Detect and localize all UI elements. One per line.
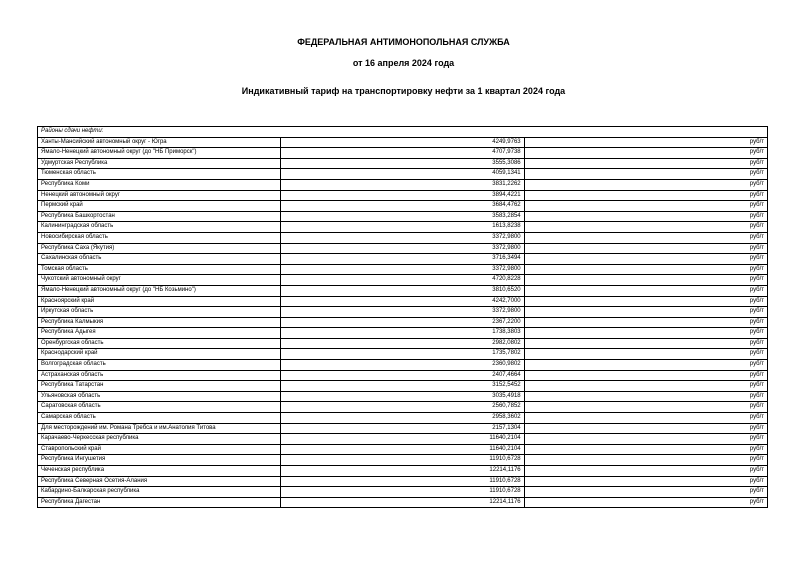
tariff-value: 11910,6728	[281, 476, 524, 487]
tariff-table	[37, 126, 768, 508]
table-row	[38, 328, 768, 339]
region-cell: Республика Дагестан	[38, 497, 281, 508]
region-cell: Краснодарский край	[38, 349, 281, 360]
region-cell: Самарская область	[38, 413, 281, 424]
table-row	[38, 487, 768, 498]
table-row	[38, 349, 768, 360]
unit-cell: руб/т	[524, 423, 767, 434]
region-cell: Республика Коми	[38, 179, 281, 190]
unit-cell: руб/т	[524, 349, 767, 360]
unit-cell: руб/т	[524, 328, 767, 339]
tariff-value: 2407,4664	[281, 370, 524, 381]
table-row	[38, 381, 768, 392]
tariff-value: 11910,6728	[281, 455, 524, 466]
region-cell: Ненецкий автономный округ	[38, 190, 281, 201]
region-cell: Республика Адыгея	[38, 328, 281, 339]
unit-cell: руб/т	[524, 169, 767, 180]
tariff-value: 1738,3803	[281, 328, 524, 339]
unit-cell: руб/т	[524, 254, 767, 265]
table-row	[38, 232, 768, 243]
tariff-value: 3716,3494	[281, 254, 524, 265]
region-cell: Пермский край	[38, 201, 281, 212]
table-row	[38, 148, 768, 159]
table-row	[38, 391, 768, 402]
tariff-value: 1735,7802	[281, 349, 524, 360]
region-cell: Республика Татарстан	[38, 381, 281, 392]
unit-cell: руб/т	[524, 264, 767, 275]
tariff-value: 3684,4762	[281, 201, 524, 212]
region-cell: Ямало-Ненецкий автономный округ (до "НБ Приморск")	[38, 148, 281, 159]
tariff-value: 2367,2200	[281, 317, 524, 328]
unit-cell: руб/т	[524, 466, 767, 477]
tariff-value: 3555,3086	[281, 158, 524, 169]
unit-cell: руб/т	[524, 148, 767, 159]
unit-cell: руб/т	[524, 201, 767, 212]
region-cell: Астраханская область	[38, 370, 281, 381]
table-row	[38, 307, 768, 318]
region-cell: Ульяновская область	[38, 391, 281, 402]
region-cell: Республика Башкортостан	[38, 211, 281, 222]
region-cell: Волгоградская область	[38, 360, 281, 371]
tariff-value: 3583,2854	[281, 211, 524, 222]
table-row	[38, 254, 768, 265]
table-row	[38, 243, 768, 254]
region-cell: Саратовская область	[38, 402, 281, 413]
unit-cell: руб/т	[524, 476, 767, 487]
unit-cell: руб/т	[524, 190, 767, 201]
table-row	[38, 275, 768, 286]
document-date: от 16 апреля 2024 года	[352, 58, 455, 68]
tariff-value: 4249,9763	[281, 137, 524, 148]
tariff-value: 1613,8238	[281, 222, 524, 233]
tariff-value: 2982,0802	[281, 338, 524, 349]
table-row	[38, 476, 768, 487]
region-cell: Сахалинская область	[38, 254, 281, 265]
region-cell: Республика Калмыкия	[38, 317, 281, 328]
tariff-value: 2560,7852	[281, 402, 524, 413]
table-row	[38, 423, 768, 434]
table-row	[38, 338, 768, 349]
unit-cell: руб/т	[524, 434, 767, 445]
region-cell: Иркутская область	[38, 307, 281, 318]
region-cell: Чукотский автономный округ	[38, 275, 281, 286]
region-cell: Карачаево-Черкесская республика	[38, 434, 281, 445]
unit-cell: руб/т	[524, 402, 767, 413]
region-cell: Ямало-Ненецкий автономный округ (до "НБ Козьмино")	[38, 285, 281, 296]
unit-cell: руб/т	[524, 296, 767, 307]
region-cell: Тюменская область	[38, 169, 281, 180]
table-row	[38, 466, 768, 477]
table-row	[38, 169, 768, 180]
unit-cell: руб/т	[524, 455, 767, 466]
unit-cell: руб/т	[524, 211, 767, 222]
region-cell: Республика Саха (Якутия)	[38, 243, 281, 254]
region-cell: Чеченская республика	[38, 466, 281, 477]
unit-cell: руб/т	[524, 179, 767, 190]
table-row	[38, 455, 768, 466]
unit-cell: руб/т	[524, 275, 767, 286]
unit-cell: руб/т	[524, 232, 767, 243]
table-row	[38, 497, 768, 508]
agency-title: ФЕДЕРАЛЬНАЯ АНТИМОНОПОЛЬНАЯ СЛУЖБА	[297, 37, 510, 47]
unit-cell: руб/т	[524, 158, 767, 169]
table-row	[38, 444, 768, 455]
table-row	[38, 190, 768, 201]
unit-cell: руб/т	[524, 222, 767, 233]
section-label: Районы сдачи нефти:	[38, 127, 768, 138]
table-row	[38, 264, 768, 275]
region-cell: Ханты-Мансийский автономный округ - Югра	[38, 137, 281, 148]
region-cell: Республика Ингушетия	[38, 455, 281, 466]
unit-cell: руб/т	[524, 360, 767, 371]
table-row	[38, 434, 768, 445]
tariff-value: 3035,4918	[281, 391, 524, 402]
tariff-value: 3894,4221	[281, 190, 524, 201]
tariff-value: 3810,6520	[281, 285, 524, 296]
unit-cell: руб/т	[524, 381, 767, 392]
unit-cell: руб/т	[524, 285, 767, 296]
section-row	[38, 127, 768, 138]
region-cell: Калининградская область	[38, 222, 281, 233]
table-row	[38, 296, 768, 307]
table-row	[38, 137, 768, 148]
table-row	[38, 222, 768, 233]
unit-cell: руб/т	[524, 444, 767, 455]
tariff-value: 11640,2104	[281, 444, 524, 455]
tariff-value: 3831,2262	[281, 179, 524, 190]
tariff-value: 3152,5452	[281, 381, 524, 392]
region-cell: Удмуртская Республика	[38, 158, 281, 169]
region-cell: Для месторождений им. Романа Требса и им.Анатолия Титова	[38, 423, 281, 434]
unit-cell: руб/т	[524, 317, 767, 328]
unit-cell: руб/т	[524, 370, 767, 381]
unit-cell: руб/т	[524, 338, 767, 349]
tariff-value: 2360,9802	[281, 360, 524, 371]
region-cell: Новосибирская область	[38, 232, 281, 243]
tariff-value: 3372,9800	[281, 264, 524, 275]
tariff-value: 4720,8228	[281, 275, 524, 286]
tariff-value: 4707,9738	[281, 148, 524, 159]
tariff-value: 11910,6728	[281, 487, 524, 498]
table-row	[38, 402, 768, 413]
table-row	[38, 370, 768, 381]
region-cell: Томская область	[38, 264, 281, 275]
tariff-value: 3372,9800	[281, 307, 524, 318]
unit-cell: руб/т	[524, 137, 767, 148]
unit-cell: руб/т	[524, 413, 767, 424]
region-cell: Оренбургская область	[38, 338, 281, 349]
tariff-value: 4059,1341	[281, 169, 524, 180]
tariff-value: 12214,1176	[281, 497, 524, 508]
unit-cell: руб/т	[524, 487, 767, 498]
tariff-value: 11640,2104	[281, 434, 524, 445]
tariff-value: 4242,7000	[281, 296, 524, 307]
table-row	[38, 211, 768, 222]
table-row	[38, 201, 768, 212]
region-cell: Красноярский край	[38, 296, 281, 307]
table-row	[38, 179, 768, 190]
unit-cell: руб/т	[524, 243, 767, 254]
unit-cell: руб/т	[524, 391, 767, 402]
table-row	[38, 285, 768, 296]
tariff-value: 3372,9800	[281, 232, 524, 243]
document-title: Индикативный тариф на транспортировку нефти за 1 квартал 2024 года	[241, 86, 566, 96]
region-cell: Кабардино-Балкарская республика	[38, 487, 281, 498]
unit-cell: руб/т	[524, 497, 767, 508]
table-row	[38, 317, 768, 328]
region-cell: Ставропольский край	[38, 444, 281, 455]
tariff-value: 2157,1304	[281, 423, 524, 434]
table-row	[38, 413, 768, 424]
unit-cell: руб/т	[524, 307, 767, 318]
region-cell: Республика Северная Осетия-Алания	[38, 476, 281, 487]
tariff-value: 2958,3602	[281, 413, 524, 424]
tariff-value: 12214,1176	[281, 466, 524, 477]
tariff-value: 3372,9800	[281, 243, 524, 254]
table-row	[38, 158, 768, 169]
table-row	[38, 360, 768, 371]
